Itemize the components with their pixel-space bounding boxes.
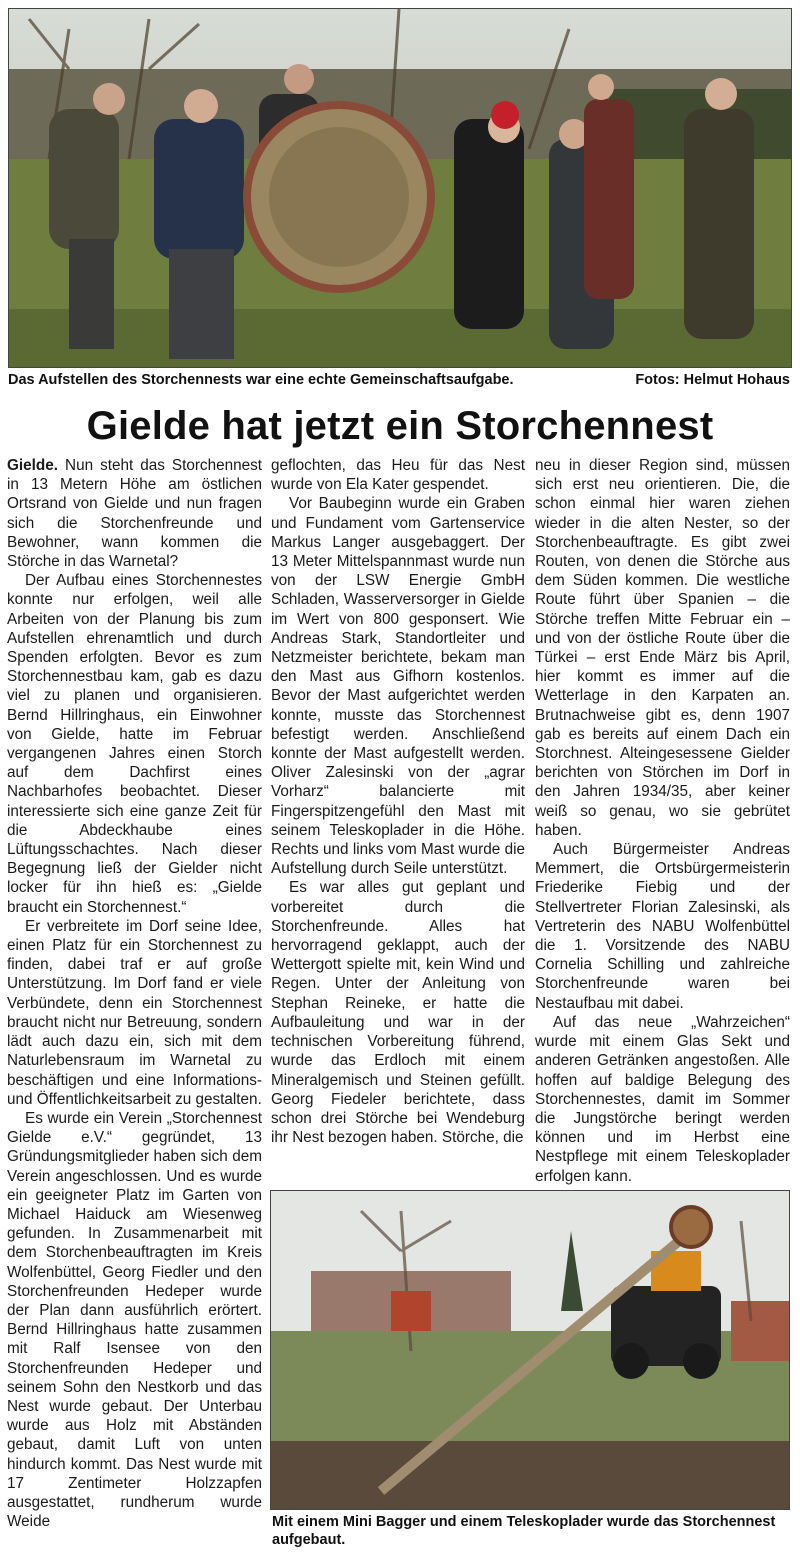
article-column-1 xyxy=(7,456,262,1531)
paragraph xyxy=(7,456,262,571)
paragraph: geflochten, das Heu für das Nest wurde von Ela Kater gespendet. xyxy=(271,457,525,494)
dateline: Gielde. xyxy=(7,457,59,474)
photo-credit: Fotos: Helmut Hohaus xyxy=(635,372,790,388)
paragraph: Auch Bürgermeister Andreas Memmert, die Ortsbürgermeisterin Friederike Fiebig und der Stellvertreter Florian Zalesinski, als Vertreterin des NABU Wolfenbüttel die 1. Vorsitzende des NABU Cornelia Schilling und zahlreiche Storchenfreunde waren bei Nestaufbau mit dabei. xyxy=(535,841,790,1012)
bottom-photo-caption: Mit einem Mini Bagger und einem Teleskoplader wurde das Storchennest aufgebaut. xyxy=(272,1514,776,1548)
top-photo xyxy=(8,8,792,368)
paragraph: Der Aufbau eines Storchennestes konnte nur erfolgen, weil alle Arbeiten von der Planung bis zum Aufstellen ehrenamtlich und durch Spenden erfolgten. Bevor es zum Storchennestbau kam, gab es dazu viel zu planen und organisieren. Bernd Hillringhaus, ein Einwohner von Gielde, hatte im Februar vergangenen Jahres einen Storch auf dem Dachfirst eines Nachbarhofes beobachtet. Dieser interessierte sich eine ganze Zeit für die Abdeckhaube eines Lüftungsschachtes. Nach dieser Begegnung ließ der Gielder nicht locker für ihn hieß es: „Gielde braucht ein Storchennest.“ xyxy=(7,572,262,916)
caption-text: Das Aufstellen des Storchennests war eine echte Gemeinschaftsaufgabe. xyxy=(8,372,514,388)
paragraph: Es wurde ein Verein „Storchennest Gielde e.V.“ gegründet, 13 Gründungsmitglieder haben sich dem Verein angeschlossen. Und es wurde ein geeigneter Platz im Garten von Michael Haiduck am Wiesenweg gefunden. In Zusammenarbeit mit dem Storchenbeauftragten im Kreis Wolfenbüttel, Georg Fiedler und den Storchenfreunden Hedeper wurde der Plan dann ausführlich erörtert. Bernd Hillringhaus hatte zusammen mit Ralf Isensee von den Storchenfreunden Hedeper und seinem Sohn den Nestkorb und das Nest wurde gebaut. Der Unterbau wurde aus Holz mit Abständen gebaut, damit Luft von unten hindurch kommt. Das Nest wurde mit 17 Zentimeter Holzzapfen ausgestattet, rundherum wurde Weide xyxy=(7,1109,262,1531)
article-column-2 xyxy=(271,456,525,1147)
headline: Gielde hat jetzt ein Storchennest xyxy=(86,404,714,448)
paragraph: Er verbreitete im Dorf seine Idee, einen Platz für ein Storchennest zu finden, dabei traf er auf große Unterstützung. Im Dorf fand er viele Verbündete, denn ein Storchennest braucht nicht nur Betreuung, sondern lädt auch dazu ein, sich mit dem Naturlebensraum im Warnetal zu beschäftigen und eine Informations- und Öffentlichkeitsarbeit zu gestalten. xyxy=(7,917,262,1108)
article-column-3 xyxy=(535,456,790,1186)
paragraph-text: Nun steht das Storchennest in 13 Metern Höhe am östlichen Ortsrand von Gielde und nun fragen sich die Storchenfreunde und Bewohner, wann kommen die Störche in das Warnetal? xyxy=(7,457,263,571)
paragraph: Es war alles gut geplant und vorbereitet durch die Storchenfreunde. Alles hat hervorragend geklappt, auch der Wettergott spielte mit, kein Wind und Regen. Unter der Anleitung von Stephan Reineke, er hatte die Aufbauleitung und war in der technischen Vorbereitung führend, wurde das Erdloch mit einem Mineralgemisch und Steinen gefüllt. Georg Fiedeler berichtete, dass schon drei Störche bei Wendeburg ihr Nest bezogen haben. Störche, die xyxy=(271,879,525,1147)
paragraph: Auf das neue „Wahrzeichen“ wurde mit einem Glas Sekt und anderen Getränken angestoßen. Alle hoffen auf baldige Belegung des Storchennestes, damit im Sommer die Jungstörche beringt werden können und im Herbst eine Nestpflege mit einem Teleskoplader erfolgen kann. xyxy=(535,1013,790,1185)
bottom-photo xyxy=(270,1190,790,1510)
paragraph: neu in dieser Region sind, müssen sich erst neu orientieren. Die, die schon einmal hier waren ziehen wieder in die alten Nester, so der Storchenbeauftragte. Es gibt zwei Routen, von denen die Störche aus dem Süden kommen. Die westliche Route führt über Spanien – die Störche treffen Mitte Februar ein – und von der östliche Route über die Türkei – erst Ende März bis April, hier kommt es immer auf die Wetterlage in den Karpaten an. Brutnachweise gibt es, denn 1907 gab es bereits auf einem Dach ein Storchnest. Alteingesessene Gielder berichten von Störchen im Dorf in den Jahren 1934/35, aber keiner weiß so genau, wo sie gebrütet haben. xyxy=(535,457,790,839)
paragraph: Vor Baubeginn wurde ein Graben und Fundament vom Gartenservice Markus Langer ausgebaggert. Der 13 Meter Mittelspannmast wurde nun von der LSW Energie GmbH Schladen, Wasserversorger in Gielde im Wert von 800 gesponsert. Wie Andreas Stark, Standortleiter und Netzmeister berichtete, bekam man den Mast aus Gifhorn kostenlos. Bevor der Mast aufgerichtet werden konnte, musste das Storchennest befestigt werden. Anschließend konnte der Mast aufgestellt werden. Oliver Zalesinski von der „agrar Vorharz“ balancierte mit Fingerspitzengefühl den Mast mit seinem Teleskoplader in die Höhe. Rechts und links vom Mast wurde die Aufstellung durch Seile unterstützt. xyxy=(271,495,525,878)
top-photo-caption xyxy=(8,371,790,389)
